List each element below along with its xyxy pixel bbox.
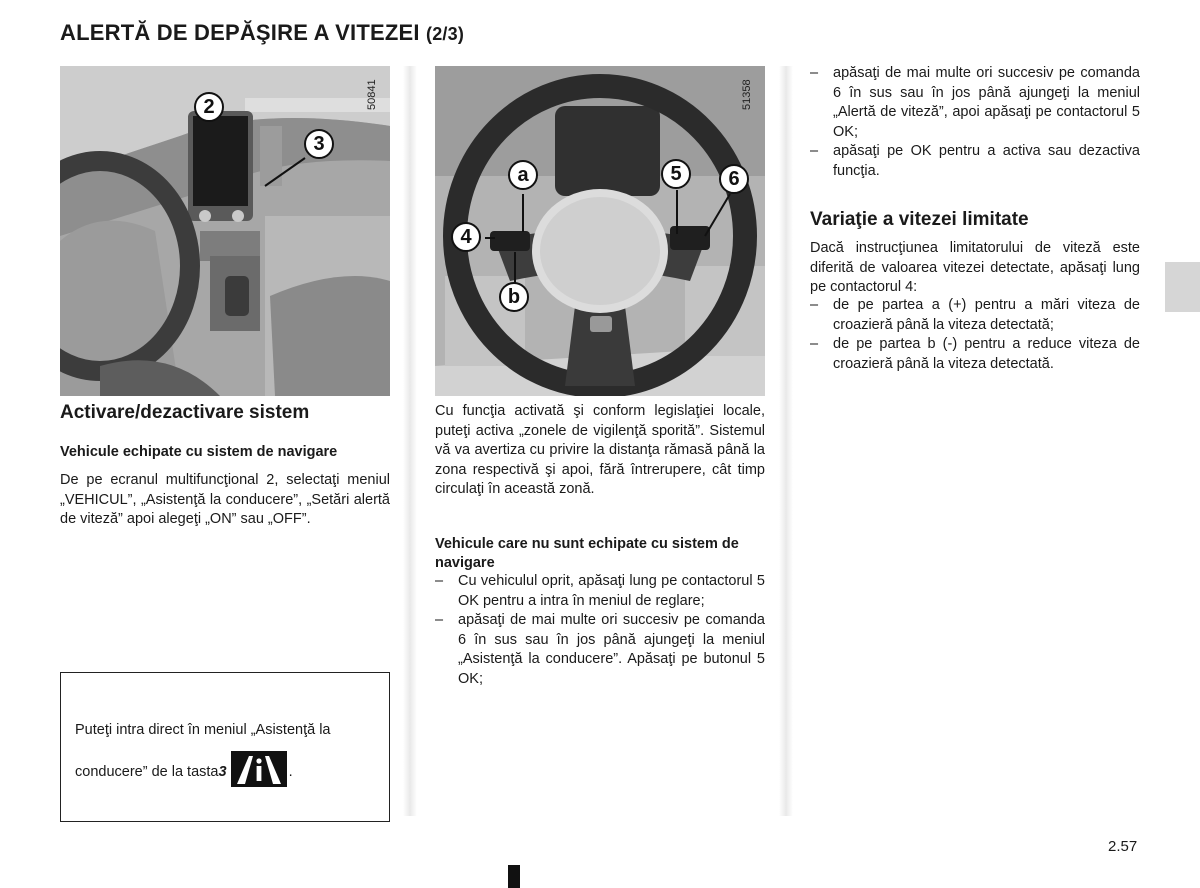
note-text: .	[288, 764, 293, 781]
steering-wheel-photo	[435, 66, 765, 396]
subheading: Vehicule echipate cu sistem de navigare	[60, 444, 338, 460]
chapter-tab	[1165, 262, 1200, 312]
paragraph: Cu funcţia activată şi conform legislaţiei locale, puteţi activa „zonele de vigilenţă sporită”. Sistemul vă va avertiza cu privire la distanţa rămasă până la zona respectivă şi apoi, fără întrerupere, cât timp circulaţi în această zonă.	[435, 403, 765, 497]
callout-4: 4	[451, 222, 481, 252]
callout-3: 3	[304, 129, 334, 159]
page-number: 2.57	[1108, 838, 1138, 855]
subheading: Vehicule care nu sunt echipate cu sistem de navigare	[435, 536, 739, 571]
instruction-list	[810, 296, 1140, 374]
page-title	[60, 20, 464, 46]
list-item: – apăsaţi pe OK pentru a activa sau dezactiva funcţia.	[810, 142, 1140, 181]
note-key-number: 3	[218, 764, 227, 781]
page-edge-mark	[508, 865, 520, 888]
driving-assist-key-icon	[231, 751, 287, 787]
figure-code: 50841	[366, 79, 378, 110]
paragraph: De pe ecranul multifuncţional 2, selectaţi meniul „VEHICUL”, „Asistenţă la conducere”, „Setări alertă de viteză” apoi alegeţi „ON” sau „OFF”.	[60, 472, 390, 527]
instruction-list	[810, 64, 1140, 181]
list-item: – de pe partea b (-) pentru a reduce viteza de croazieră până la viteza detectată.	[810, 335, 1140, 374]
paragraph: Dacă instrucţiunea limitatorului de viteză este diferită de valoarea vitezei detectate, apăsaţi lung pe contactorul 4:	[810, 240, 1140, 295]
column-separator	[779, 66, 793, 816]
note-text: conducere” de la tasta	[75, 764, 219, 781]
dashboard-photo	[60, 66, 390, 396]
section-heading: Activare/dezactivare sistem	[60, 402, 310, 423]
figure-code: 51358	[741, 79, 753, 110]
note-line: Puteţi intra direct în meniul „Asistenţă la	[75, 722, 331, 738]
note-line	[75, 755, 293, 791]
page-title-part: (2/3)	[426, 24, 465, 44]
callout-2: 2	[194, 92, 224, 122]
callout-b: b	[499, 282, 529, 312]
instruction-list	[435, 572, 765, 689]
list-item: – apăsaţi de mai multe ori succesiv pe comanda 6 în sus sau în jos până ajungeţi la meniul „Alertă de viteză”, apoi apăsaţi pe contactorul 5 OK;	[810, 64, 1140, 142]
column-separator	[403, 66, 417, 816]
callout-6: 6	[719, 164, 749, 194]
callout-5: 5	[661, 159, 691, 189]
section-heading: Variaţie a vitezei limitate	[810, 209, 1029, 230]
list-item: – apăsaţi de mai multe ori succesiv pe comanda 6 în sus sau în jos până ajungeţi la meniul „Asistenţă la conducere”. Apăsaţi pe butonul 5 OK;	[435, 611, 765, 689]
list-item: – de pe partea a (+) pentru a mări viteza de croazieră până la viteza detectată;	[810, 296, 1140, 335]
note-box	[60, 672, 390, 822]
callout-a: a	[508, 160, 538, 190]
page-title-text: ALERTĂ DE DEPĂŞIRE A VITEZEI	[60, 20, 420, 45]
list-item: – Cu vehiculul oprit, apăsaţi lung pe contactorul 5 OK pentru a intra în meniul de reglare;	[435, 572, 765, 611]
